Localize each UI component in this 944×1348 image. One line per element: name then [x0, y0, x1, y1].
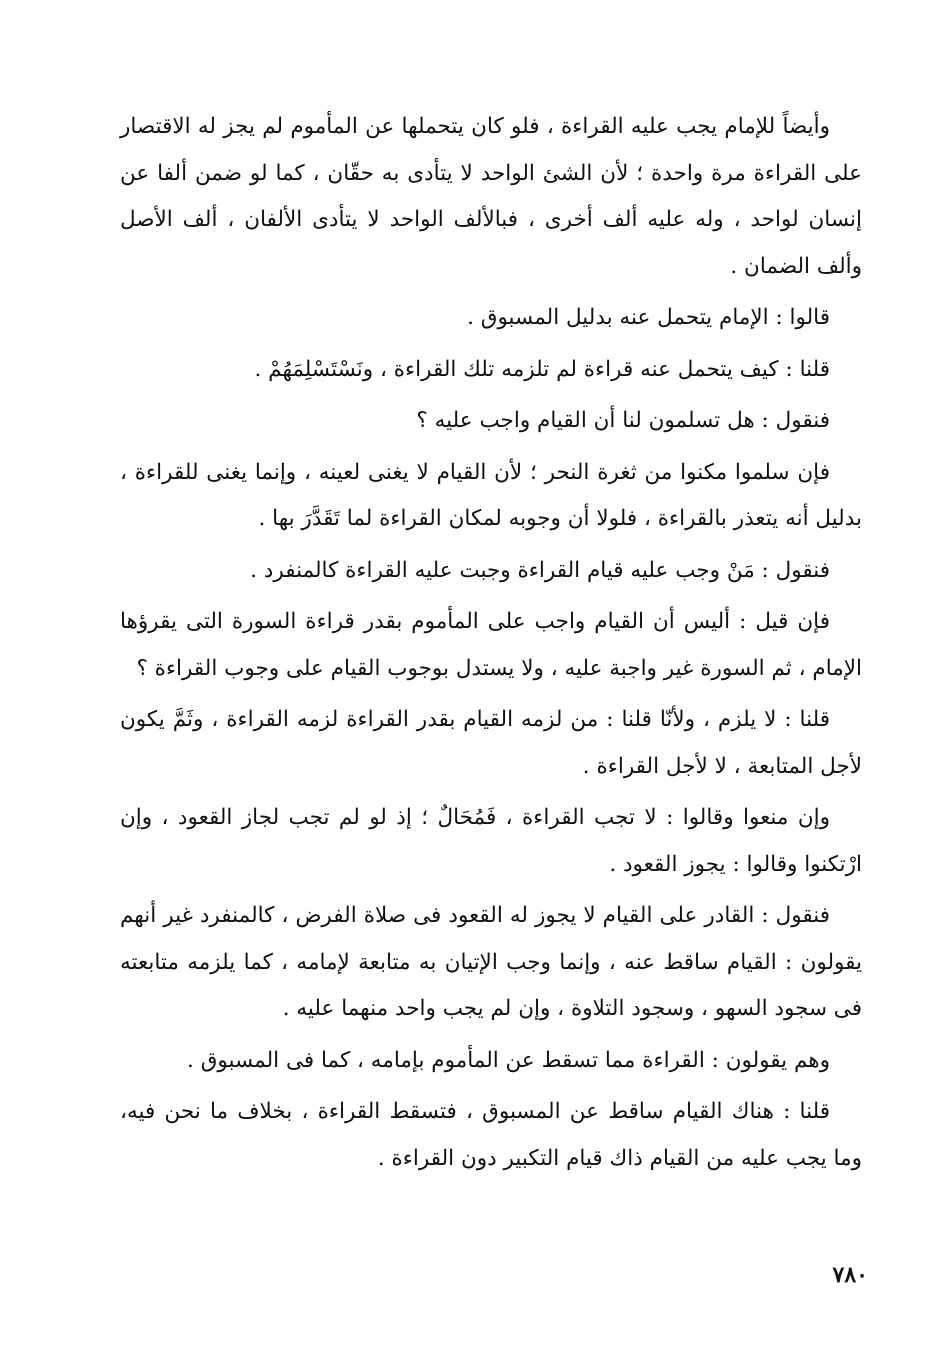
paragraph: قلنا : هناك القيام ساقط عن المسبوق ، فتسقط القراءة ، بخلاف ما نحن فيه، وما يجب عليه من القيام ذاك قيام التكبير دون القراءة . — [120, 1099, 862, 1171]
paragraph: فإن سلموا مكنوا من ثغرة النحر ؛ لأن القيام لا يغنى لعينه ، وإنما يغنى للقراءة ، بدليل أنه يتعذر بالقراءة ، فلولا أن وجوبه لمكان القراءة لما تَقَدَّرَ بها . — [120, 459, 862, 531]
paragraph: قلنا : كيف يتحمل عنه قراءة لم تلزمه تلك القراءة ، ونَسْتَسْلِمَهُمْ . — [254, 356, 830, 382]
paragraph: وإن منعوا وقالوا : لا تجب القراءة ، فَمُحَالٌ ؛ إذ لو لم تجب لجاز القعود ، وإن ارْتكنوا وقالوا : يجوز القعود . — [120, 805, 862, 877]
paragraph: قالوا : الإمام يتحمل عنه بدليل المسبوق . — [467, 305, 830, 330]
paragraph: فنقول : القادر على القيام لا يجوز له القعود فى صلاة الفرض ، كالمنفرد غير أنهم يقولون : القيام ساقط عنه ، وإنما وجب الإتيان به متابعة لإمامه ، كما يلزمه متابعته فى سجود السهو ، وسجود التلاوة ، وإن لم يجب واحد منهما عليه . — [120, 903, 862, 1021]
paragraph: فإن قيل : أليس أن القيام واجب على المأموم بقدر قراءة السورة التى يقرؤها الإمام ، ثم السورة غير واجبة عليه ، ولا يستدل بوجوب القيام على وجوب القراءة ؟ — [120, 609, 862, 681]
paragraph: قلنا : لا يلزم ، ولأنّا قلنا : من لزمه القيام بقدر القراءة لزمه القراءة ، وثَمَّ يكون لأجل المتابعة ، لا لأجل القراءة . — [120, 707, 862, 779]
paragraph: وهم يقولون : القراءة مما تسقط عن المأموم بإمامه ، كما فى المسبوق . — [187, 1047, 830, 1073]
paragraph: فنقول : مَنْ وجب عليه قيام القراءة وجبت عليه القراءة كالمنفرد . — [250, 557, 830, 583]
body-text — [120, 104, 862, 1187]
paragraph: فنقول : هل تسلمون لنا أن القيام واجب عليه ؟ — [416, 408, 830, 433]
page-number: ٧٨٠ — [832, 1262, 868, 1288]
paragraph: وأيضاً للإمام يجب عليه القراءة ، فلو كان يتحملها عن المأموم لم يجز له الاقتصار على القراءة مرة واحدة ؛ لأن الشئ الواحد لا يتأدى به حقّان ، كما لو ضمن ألفا عن إنسان لواحد ، وله عليه ألف أخرى ، فبالألف الواحد لا يتأدى الألفان ، ألف الأصل وألف الضمان . — [120, 114, 862, 279]
